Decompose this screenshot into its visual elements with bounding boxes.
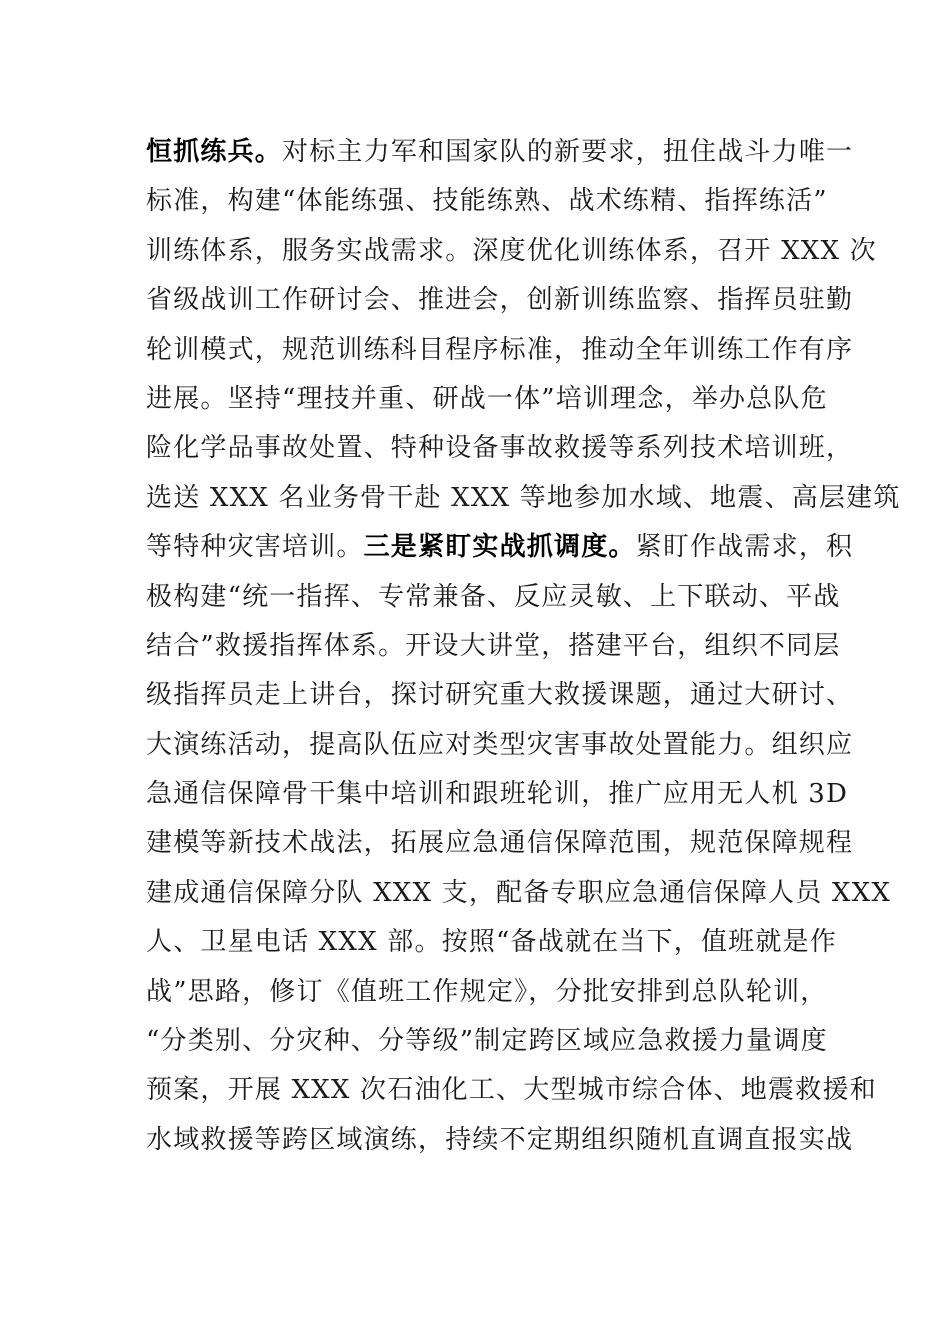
text-run: 选送 XXX 名业务骨干赴 XXX 等地参加水域、地震、高层建筑 <box>146 482 901 513</box>
text-run: 急通信保障骨干集中培训和跟班轮训，推广应用无人机 3D <box>146 779 849 810</box>
text-run: 建模等新技术战法，拓展应急通信保障范围，规范保障规程 <box>146 828 854 859</box>
bold-heading-run: 恒抓练兵。 <box>146 137 283 167</box>
bold-heading-run: 三是紧盯实战抓调度。 <box>363 532 636 563</box>
text-run: 紧盯作战需求，积 <box>635 532 854 563</box>
text-line <box>146 968 828 1017</box>
text-line <box>146 1066 877 1115</box>
text-line <box>146 128 854 177</box>
text-run: 轮训模式，规范训练科目程序标准，推动全年训练工作有序 <box>146 334 854 365</box>
text-run: 大演练活动，提高队伍应对类型灾害事故处置能力。组织应 <box>146 729 854 760</box>
text-run: 结合”救援指挥体系。开设大讲堂，搭建平台，组织不同层 <box>146 630 841 661</box>
text-run: 险化学品事故处置、特种设备事故救援等系列技术培训班， <box>146 433 854 464</box>
text-run: 极构建“统一指挥、专常兼备、反应灵敏、上下联动、平战 <box>146 581 841 612</box>
text-line <box>146 573 841 622</box>
text-line <box>146 622 841 671</box>
text-line <box>146 819 854 868</box>
text-run: 水域救援等跨区域演练，持续不定期组织随机直调直报实战 <box>146 1124 854 1155</box>
text-line <box>146 1116 854 1165</box>
text-run: 对标主力军和国家队的新要求，扭住战斗力唯一 <box>282 137 854 167</box>
text-run: 战”思路，修订《值班工作规定》，分批安排到总队轮训， <box>146 976 828 1007</box>
text-line <box>146 227 877 276</box>
text-line <box>146 424 854 473</box>
text-line <box>146 177 828 226</box>
text-run: 等特种灾害培训。 <box>146 532 364 563</box>
text-run: 建成通信保障分队 XXX 支，配备专职应急通信保障人员 XXX <box>146 877 892 908</box>
text-line <box>146 474 901 523</box>
text-line <box>146 918 837 967</box>
text-run: 进展。坚持“理技并重、研战一体”培训理念，举办总队危 <box>146 383 828 414</box>
text-run: 预案，开展 XXX 次石油化工、大型城市综合体、地震救援和 <box>146 1075 877 1106</box>
text-line <box>146 1017 828 1066</box>
text-line <box>146 523 854 572</box>
text-line <box>146 326 854 375</box>
text-line <box>146 671 854 720</box>
text-line <box>146 276 854 325</box>
text-run: 省级战训工作研讨会、推进会，创新训练监察、指挥员驻勤 <box>146 285 854 316</box>
text-run: “分类别、分灾种、分等级”制定跨区域应急救援力量调度 <box>146 1026 828 1057</box>
text-line <box>146 721 854 770</box>
document-body <box>146 128 901 1165</box>
text-run: 人、卫星电话 XXX 部。按照“备战就在当下，值班就是作 <box>146 927 837 958</box>
text-line <box>146 375 828 424</box>
text-run: 级指挥员走上讲台，探讨研究重大救援课题，通过大研讨、 <box>146 680 854 711</box>
text-line <box>146 770 849 819</box>
text-line <box>146 869 892 918</box>
text-run: 标准，构建“体能练强、技能练熟、战术练精、指挥练活” <box>146 186 828 217</box>
text-run: 训练体系，服务实战需求。深度优化训练体系，召开 XXX 次 <box>146 235 877 266</box>
